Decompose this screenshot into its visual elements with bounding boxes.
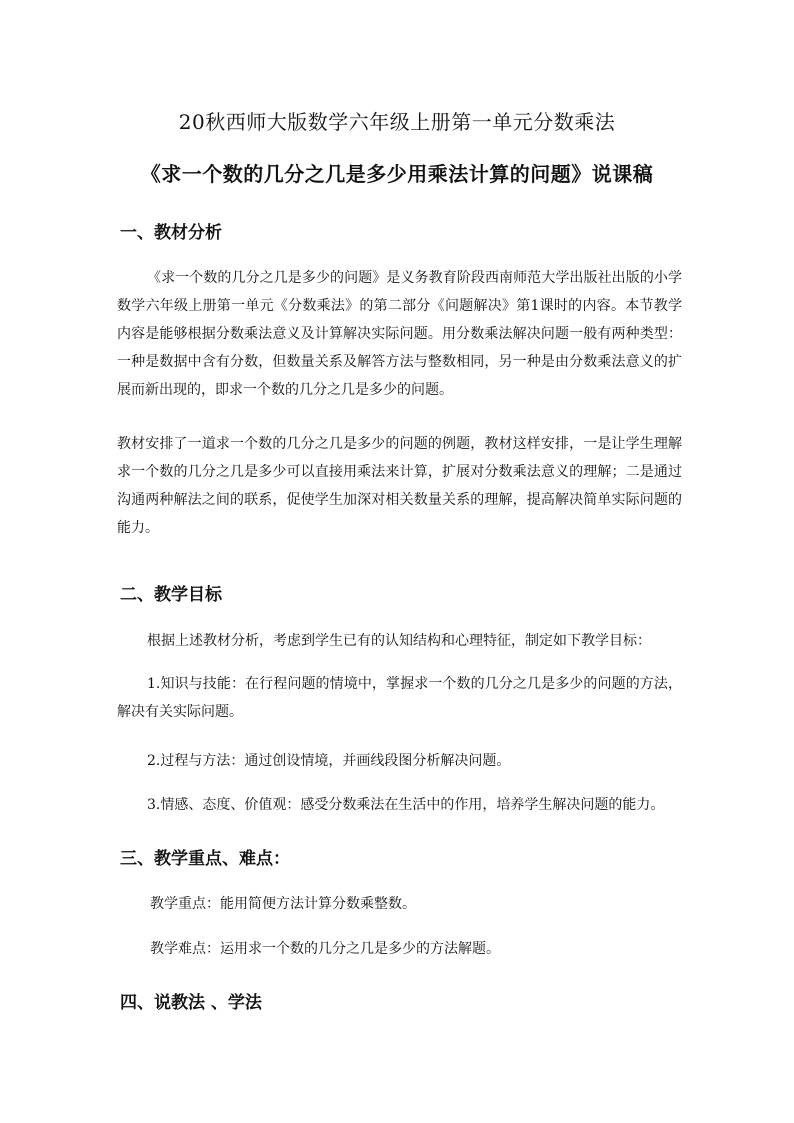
goal-knowledge-skills: 1.知识与技能：在行程问题的情境中，掌握求一个数的几分之几是多少的问题的方法，解决有关实际问题。 — [117, 676, 682, 720]
section-heading-teaching-methods: 四、说教法 、学法 — [120, 993, 262, 1013]
section-heading-teaching-material-analysis: 一、教材分析 — [120, 223, 222, 243]
teaching-key-point: 教学重点：能用简便方法计算分数乘整数。 — [150, 896, 416, 912]
paragraph-material-analysis-1: 《求一个数的几分之几是多少的问题》是义务教育阶段西南师范大学出版社出版的小学数学六年级上册第一单元《分数乘法》的第二部分《问题解决》第1课时的内容。本节教学内容是能够根据分数乘法意义及计算解决实际问题。用分数乘法解决问题一般有两种类型：一种是数据中含有分数，但数量关系及解答方法与整数相同，另一种是由分数乘法意义的扩展而新出现的，即求一个数的几分之几是多少的问题。 — [117, 270, 682, 398]
goal-emotion-attitude: 3.情感、态度、价值观：感受分数乘法在生活中的作用，培养学生解决问题的能力。 — [147, 797, 665, 813]
section-heading-teaching-goals: 二、教学目标 — [120, 585, 222, 605]
teaching-difficulty: 教学难点：运用求一个数的几分之几是多少的方法解题。 — [150, 941, 500, 957]
paragraph-material-analysis-2: 教材安排了一道求一个数的几分之几是多少的问题的例题，教材这样安排，一是让学生理解求一个数的几分之几是多少可以直接用乘法来计算，扩展对分数乘法意义的理解；二是通过沟通两种解法之间的联系，促使学生加深对相关数量关系的理解，提高解决简单实际问题的能力。 — [117, 436, 682, 536]
section-heading-key-points: 三、教学重点、难点： — [120, 849, 290, 869]
paragraph-goals-intro: 根据上述教材分析，考虑到学生已有的认知结构和心理特征，制定如下教学目标： — [147, 633, 651, 649]
document-title-line1: 20秋西师大版数学六年级上册第一单元分数乘法 — [178, 110, 616, 134]
goal-process-method: 2.过程与方法：通过创设情境，并画线段图分析解决问题。 — [147, 753, 511, 769]
document-title-line2: 《求一个数的几分之几是多少用乘法计算的问题》说课稿 — [140, 162, 654, 186]
